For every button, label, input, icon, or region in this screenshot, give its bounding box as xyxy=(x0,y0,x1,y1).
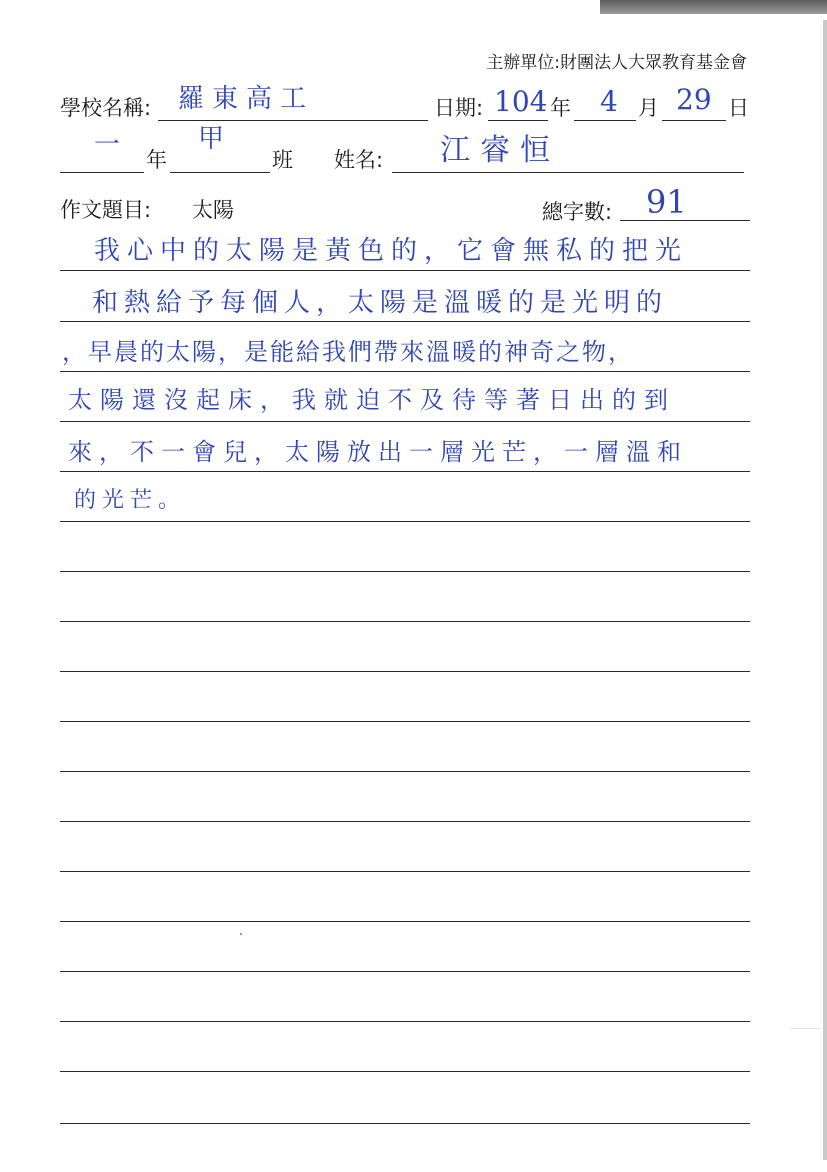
essay-line xyxy=(60,721,750,722)
year-value: 104 xyxy=(494,85,548,118)
day-unit: 日 xyxy=(728,96,749,120)
essay-text-line-4: 太陽還沒起床，我就迫不及待等著日出的到 xyxy=(68,386,676,414)
essay-line xyxy=(60,971,750,972)
essay-line xyxy=(60,871,750,872)
class-underline xyxy=(170,172,270,173)
essay-text-line-5: 來，不一會兒，太陽放出一層光芒，一層溫和 xyxy=(68,438,688,466)
school-label: 學校名稱: xyxy=(60,96,152,120)
scan-edge-right xyxy=(823,20,827,1160)
essay-line xyxy=(60,371,750,372)
essay-line xyxy=(60,571,750,572)
essay-text-line-6: 的光芒。 xyxy=(74,488,187,513)
grade-unit: 年 xyxy=(146,148,167,172)
school-underline xyxy=(158,120,428,121)
topic-value: 太陽 xyxy=(192,198,234,222)
essay-line xyxy=(60,921,750,922)
organizer-text: 主辦單位:財團法人大眾教育基金會 xyxy=(486,53,747,73)
scan-speck xyxy=(240,933,242,935)
essay-line xyxy=(60,821,750,822)
name-label: 姓名: xyxy=(334,148,384,172)
scan-mark xyxy=(790,1028,820,1029)
essay-text-line-2: 和熱給予每個人，太陽是溫暖的是光明的 xyxy=(92,288,669,318)
topic-label: 作文題目: xyxy=(60,198,152,222)
essay-line xyxy=(60,1021,750,1022)
essay-line xyxy=(60,771,750,772)
name-underline xyxy=(392,172,744,173)
essay-line xyxy=(60,1123,750,1124)
class-value: 甲 xyxy=(198,124,225,154)
name-value: 江睿恒 xyxy=(440,133,560,168)
day-value: 29 xyxy=(676,83,712,116)
wordcount-value: 91 xyxy=(646,183,687,221)
scan-edge-top xyxy=(600,0,827,14)
grade-underline xyxy=(60,172,144,173)
wordcount-label: 總字數: xyxy=(542,200,613,224)
day-underline xyxy=(662,120,726,121)
class-unit: 班 xyxy=(272,148,293,172)
essay-line xyxy=(60,421,750,422)
date-label: 日期: xyxy=(434,96,484,120)
month-unit: 月 xyxy=(638,96,659,120)
essay-line xyxy=(60,521,750,522)
year-unit: 年 xyxy=(550,96,571,120)
essay-line xyxy=(60,671,750,672)
essay-line xyxy=(60,621,750,622)
grade-value: 一 xyxy=(94,130,121,160)
essay-line xyxy=(60,471,750,472)
school-value: 羅東高工 xyxy=(178,84,315,114)
essay-line xyxy=(60,321,750,322)
essay-text-line-3: ，早晨的太陽，是能給我們帶來溫暖的神奇之物， xyxy=(62,338,634,366)
month-underline xyxy=(574,120,636,121)
year-underline xyxy=(488,120,548,121)
month-value: 4 xyxy=(600,85,618,118)
essay-line xyxy=(60,1071,750,1072)
essay-text-line-1: 我心中的太陽是黃色的，它會無私的把光 xyxy=(94,236,689,266)
essay-line xyxy=(60,270,750,271)
